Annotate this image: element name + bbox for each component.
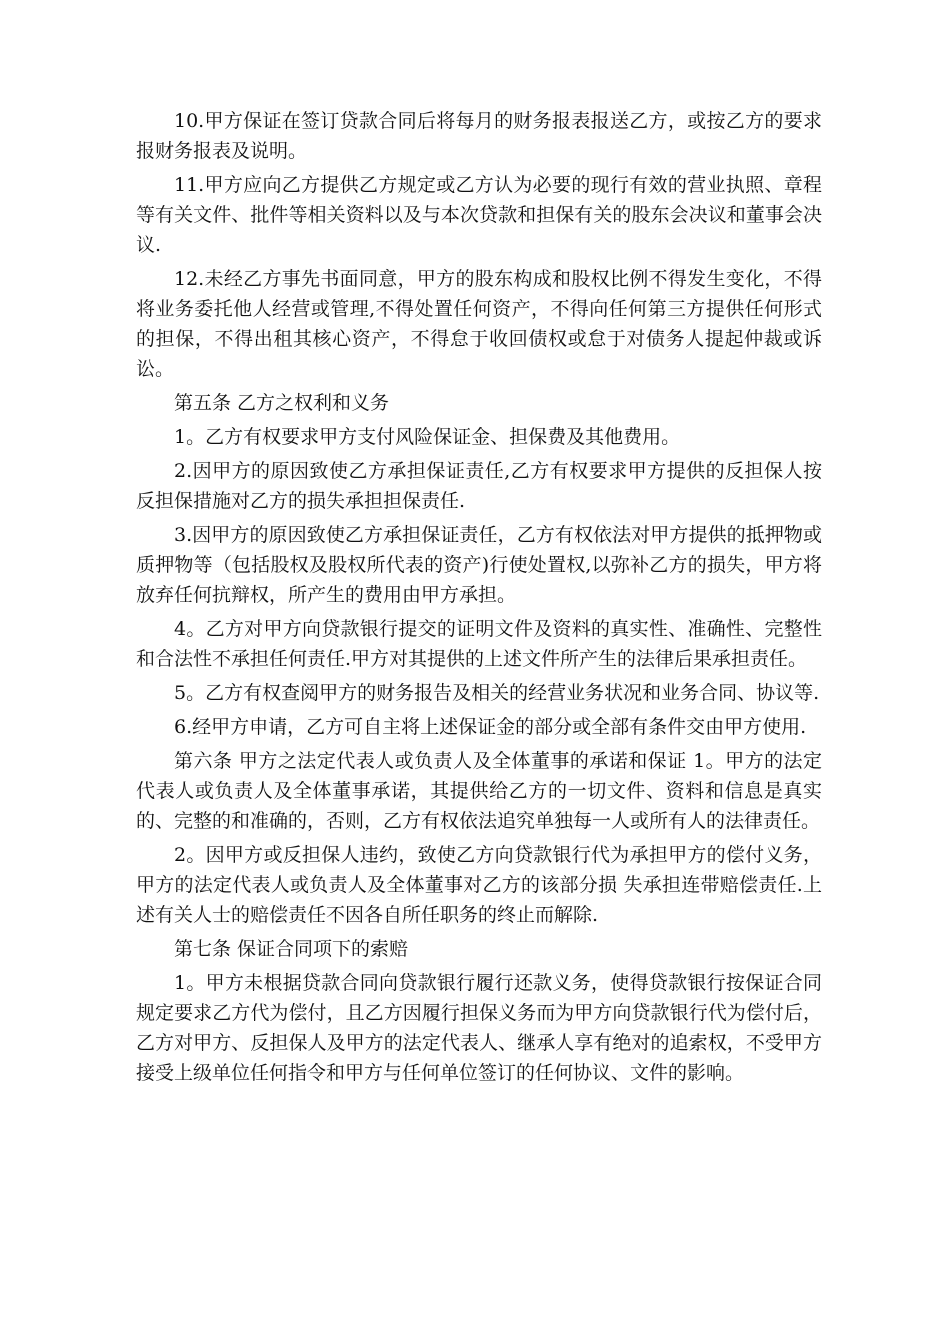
article-5-item-4: 4。乙方对甲方向贷款银行提交的证明文件及资料的真实性、准确性、完整性和合法性不承担任何责任.甲方对其提供的上述文件所产生的法律后果承担责任。 [136,618,822,670]
article-6-item-2: 2。因甲方或反担保人违约，致使乙方向贷款银行代为承担甲方的偿付义务，甲方的法定代表人或负责人及全体董事对乙方的该部分损 失承担连带赔偿责任.上述有关人士的赔偿责任不因各自所任职务的终止而解除. [136,844,822,926]
paragraph-12: 12.未经乙方事先书面同意，甲方的股东构成和股权比例不得发生变化，不得将业务委托他人经营或管理,不得处置任何资产，不得向任何第三方提供任何形式的担保，不得出租其核心资产，不得怠于收回债权或怠于对债务人提起仲裁或诉讼。 [136,268,822,380]
article-7-item-1: 1。甲方未根据贷款合同向贷款银行履行还款义务，使得贷款银行按保证合同规定要求乙方代为偿付，且乙方因履行担保义务而为甲方向贷款银行代为偿付后，乙方对甲方、反担保人及甲方的法定代表人、继承人享有绝对的追索权，不受甲方接受上级单位任何指令和甲方与任何单位签订的任何协议、文件的影响。 [136,972,822,1084]
article-6-heading-item-1: 第六条 甲方之法定代表人或负责人及全体董事的承诺和保证 1。甲方的法定代表人或负责人及全体董事承诺，其提供给乙方的一切文件、资料和信息是真实的、完整的和准确的，否则，乙方有权依法追究单独每一人或所有人的法律责任。 [136,750,822,832]
article-5-item-2: 2.因甲方的原因致使乙方承担保证责任,乙方有权要求甲方提供的反担保人按反担保措施对乙方的损失承担担保责任. [136,460,822,512]
document-page [136,106,822,1092]
article-5-item-6: 6.经甲方申请，乙方可自主将上述保证金的部分或全部有条件交由甲方使用. [174,716,807,738]
paragraph-10: 10.甲方保证在签订贷款合同后将每月的财务报表报送乙方，或按乙方的要求报财务报表及说明。 [136,110,822,162]
article-5-item-3: 3.因甲方的原因致使乙方承担保证责任，乙方有权依法对甲方提供的抵押物或质押物等（包括股权及股权所代表的资产)行使处置权,以弥补乙方的损失，甲方将放弃任何抗辩权，所产生的费用由甲方承担。 [136,524,822,606]
article-5-heading: 第五条 乙方之权利和义务 [174,392,390,414]
article-5-item-1: 1。乙方有权要求甲方支付风险保证金、担保费及其他费用。 [174,426,681,448]
article-7-heading: 第七条 保证合同项下的索赔 [174,938,409,960]
paragraph-11: 11.甲方应向乙方提供乙方规定或乙方认为必要的现行有效的营业执照、章程等有关文件、批件等相关资料以及与本次贷款和担保有关的股东会决议和董事会决议. [136,174,822,256]
article-5-item-5: 5。乙方有权查阅甲方的财务报告及相关的经营业务状况和业务合同、协议等. [174,682,820,704]
